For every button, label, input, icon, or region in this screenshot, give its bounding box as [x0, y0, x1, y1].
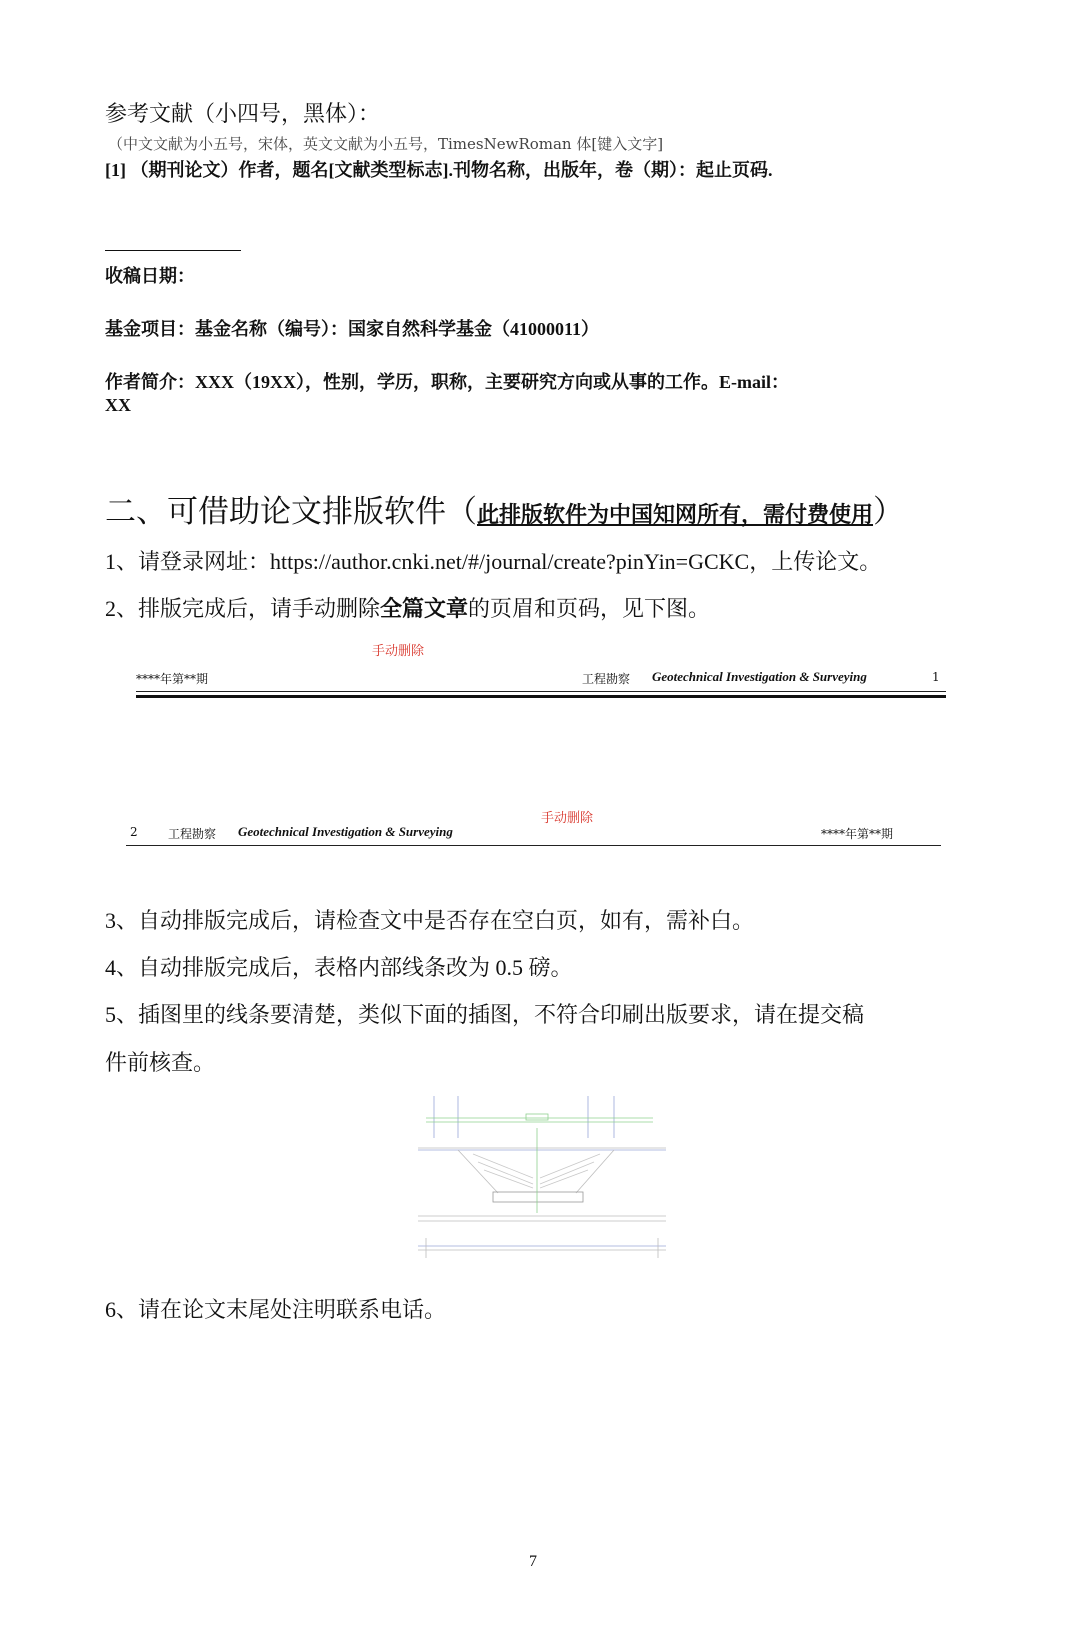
delete-note-odd: 手动删除 [372, 644, 425, 659]
item-2-text-pre: 2、排版完成后，请手动删除 [105, 596, 381, 621]
even-header-rule [126, 845, 941, 846]
section-2-item-1: 1、请登录网址：https://author.cnki.net/#/journal/create?pinYin=GCKC，上传论文。 [105, 549, 882, 574]
section-2-title [105, 486, 904, 531]
author-bio-line-2: XX [105, 395, 131, 415]
footnote-separator [105, 250, 241, 251]
item-2-text-post: 的页眉和页码，见下图。 [468, 596, 711, 621]
even-header-journal-cn: 工程勘察 [168, 827, 217, 841]
even-header-page-number: 2 [130, 825, 138, 839]
section-2-item-3: 3、自动排版完成后，请检查文中是否存在空白页，如有，需补白。 [105, 908, 755, 933]
section-2-item-5-line-2: 件前核查。 [105, 1050, 216, 1075]
references-heading: 参考文献（小四号，黑体）： [105, 102, 381, 127]
odd-header-issue: ****年第**期 [136, 672, 209, 686]
section-2-item-4: 4、自动排版完成后，表格内部线条改为 0.5 磅。 [105, 955, 573, 980]
poor-quality-cad-figure [418, 1088, 666, 1268]
odd-page-header-example [136, 640, 946, 720]
odd-header-journal-en: Geotechnical Investigation & Surveying [652, 669, 867, 684]
references-format-note: （中文文献为小五号，宋体，英文文献为小五号，TimesNewRoman 体[键入文字] [108, 135, 664, 153]
received-date: 收稿日期： [105, 266, 195, 286]
odd-header-page-number: 1 [932, 670, 940, 684]
section-2-title-open: （ [446, 494, 477, 530]
even-page-header-example [126, 811, 941, 865]
odd-header-thin-rule [136, 691, 946, 692]
section-2-item-2 [105, 592, 710, 623]
item-2-emphasis: 全篇文章 [380, 597, 469, 622]
author-bio-line-1: 作者简介：XXX（19XX），性别，学历，职称，主要研究方向或从事的工作。E-mail： [105, 372, 789, 392]
page-number: 7 [529, 1553, 537, 1570]
odd-header-thick-rule [136, 695, 946, 698]
section-2-title-paren: 此排版软件为中国知网所有，需付费使用 [477, 503, 874, 528]
fund-project: 基金项目：基金名称（编号）：国家自然科学基金（41000011） [105, 319, 600, 339]
even-header-journal-en: Geotechnical Investigation & Surveying [238, 824, 453, 839]
reference-item-1: [1] （期刊论文）作者，题名[文献类型标志].刊物名称，出版年，卷（期）：起止页码. [105, 160, 773, 180]
even-header-issue: ****年第**期 [821, 827, 894, 841]
section-2-title-main: 二、可借助论文排版软件 [105, 494, 446, 530]
section-2-item-5-line-1: 5、插图里的线条要清楚，类似下面的插图，不符合印刷出版要求，请在提交稿 [105, 1002, 865, 1027]
section-2-title-close: ） [873, 494, 905, 530]
odd-header-journal-cn: 工程勘察 [582, 672, 631, 686]
delete-note-even: 手动删除 [541, 811, 594, 826]
section-2-item-6: 6、请在论文末尾处注明联系电话。 [105, 1297, 447, 1322]
